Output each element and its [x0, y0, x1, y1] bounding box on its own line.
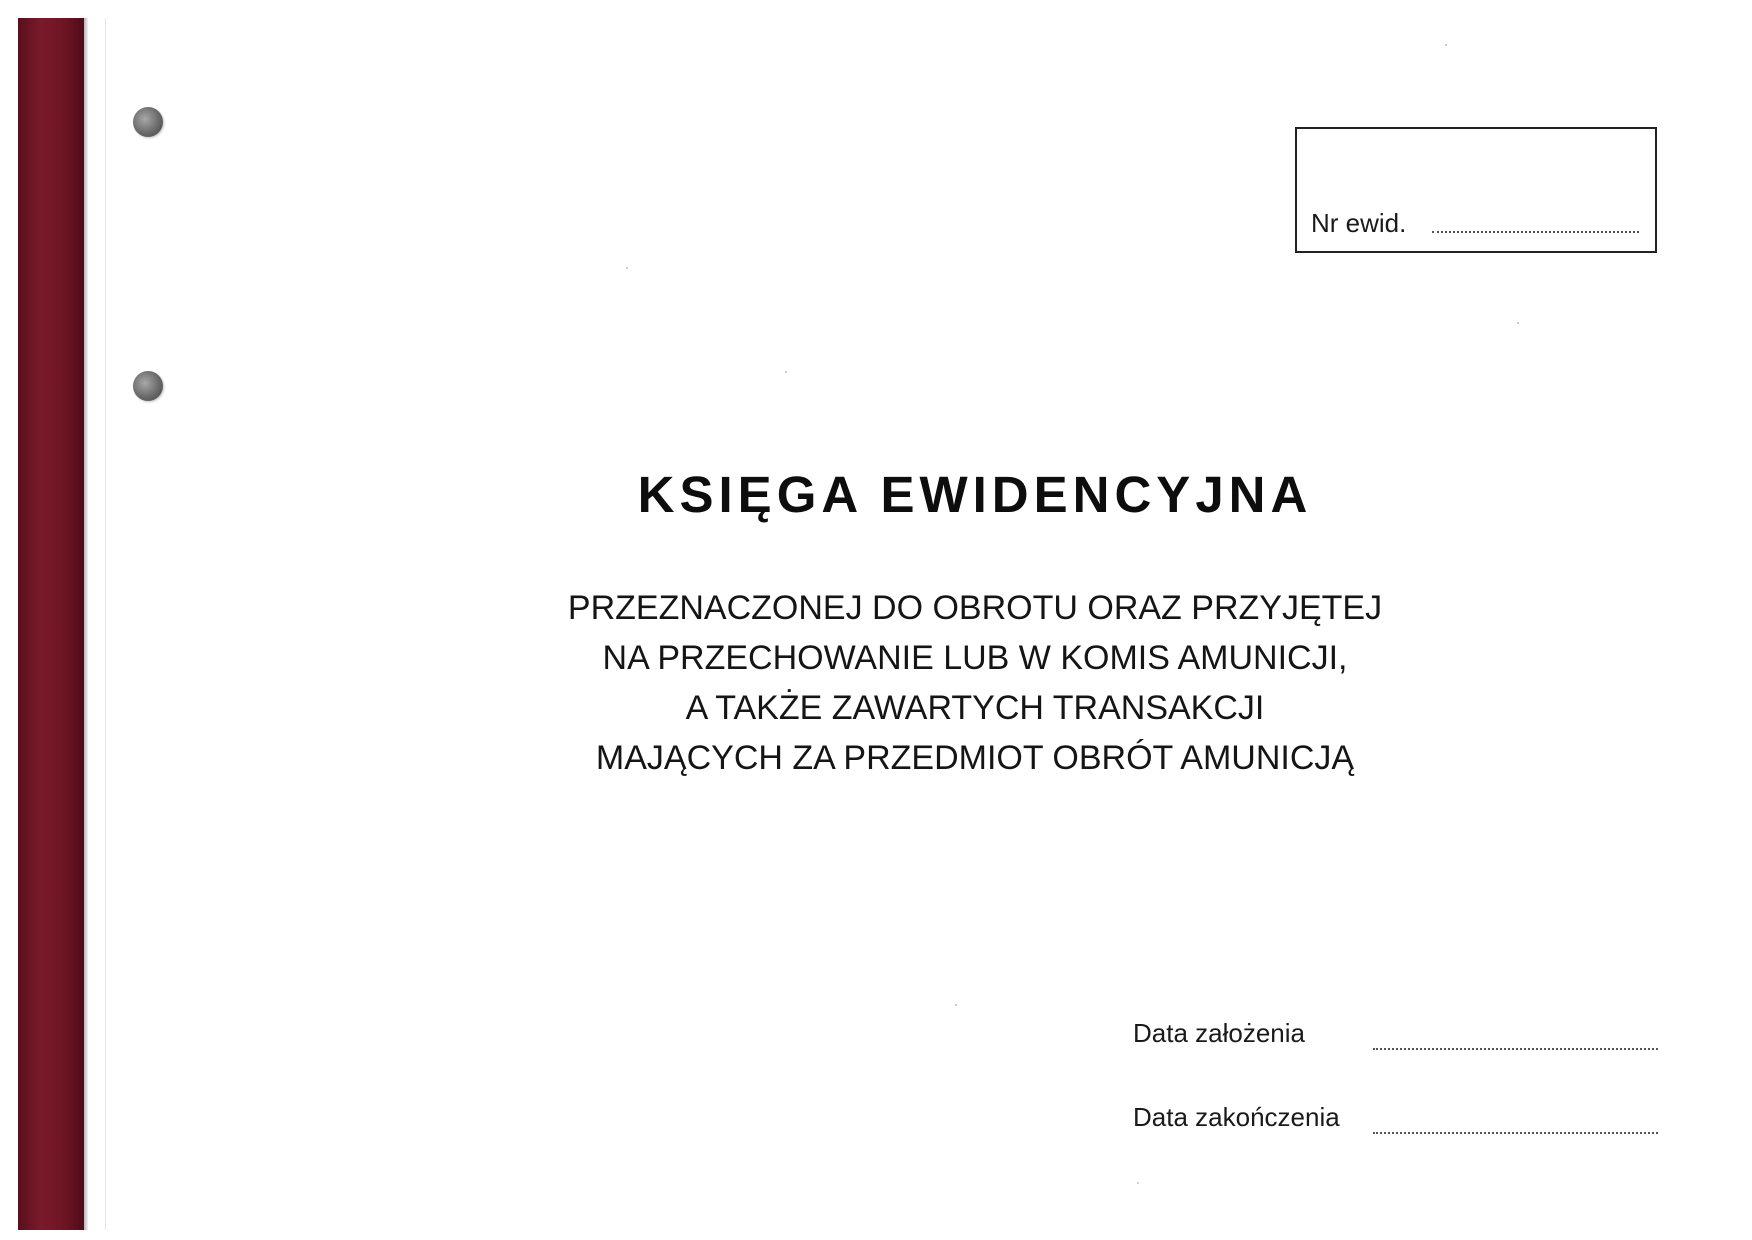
document-title: KSIĘGA EWIDENCYJNA [637, 466, 1313, 523]
start-date-row [1133, 1018, 1658, 1058]
paper-speck [1445, 44, 1447, 46]
subtitle-line: PRZEZNACZONEJ DO OBROTU ORAZ PRZYJĘTEJ [567, 589, 1383, 627]
paper-speck [1137, 1182, 1139, 1184]
registration-number-label: Nr ewid. [1311, 208, 1407, 238]
punch-hole-top [133, 107, 163, 137]
spine-edge [84, 18, 88, 1230]
start-date-label: Data założenia [1133, 1018, 1305, 1048]
registration-number-box [1295, 127, 1657, 253]
binding-fold-line [105, 18, 106, 1230]
subtitle-line: A TAKŻE ZAWARTYCH TRANSAKCJI [685, 689, 1265, 727]
subtitle-line: MAJĄCYCH ZA PRZEDMIOT OBRÓT AMUNICJĄ [595, 739, 1355, 777]
paper-speck [955, 1004, 957, 1006]
document-subtitle [300, 583, 1650, 783]
end-date-row [1133, 1102, 1658, 1142]
end-date-label: Data zakończenia [1133, 1102, 1340, 1132]
paper-speck [626, 267, 628, 269]
binding-spine [18, 18, 84, 1230]
paper-speck [785, 371, 787, 373]
end-date-fill-line[interactable] [1373, 1132, 1658, 1134]
paper-speck [1517, 322, 1519, 324]
punch-hole-bottom [133, 371, 163, 401]
subtitle-line: NA PRZECHOWANIE LUB W KOMIS AMUNICJI, [602, 639, 1348, 677]
registration-number-fill-line[interactable] [1432, 231, 1639, 233]
start-date-fill-line[interactable] [1373, 1048, 1658, 1050]
